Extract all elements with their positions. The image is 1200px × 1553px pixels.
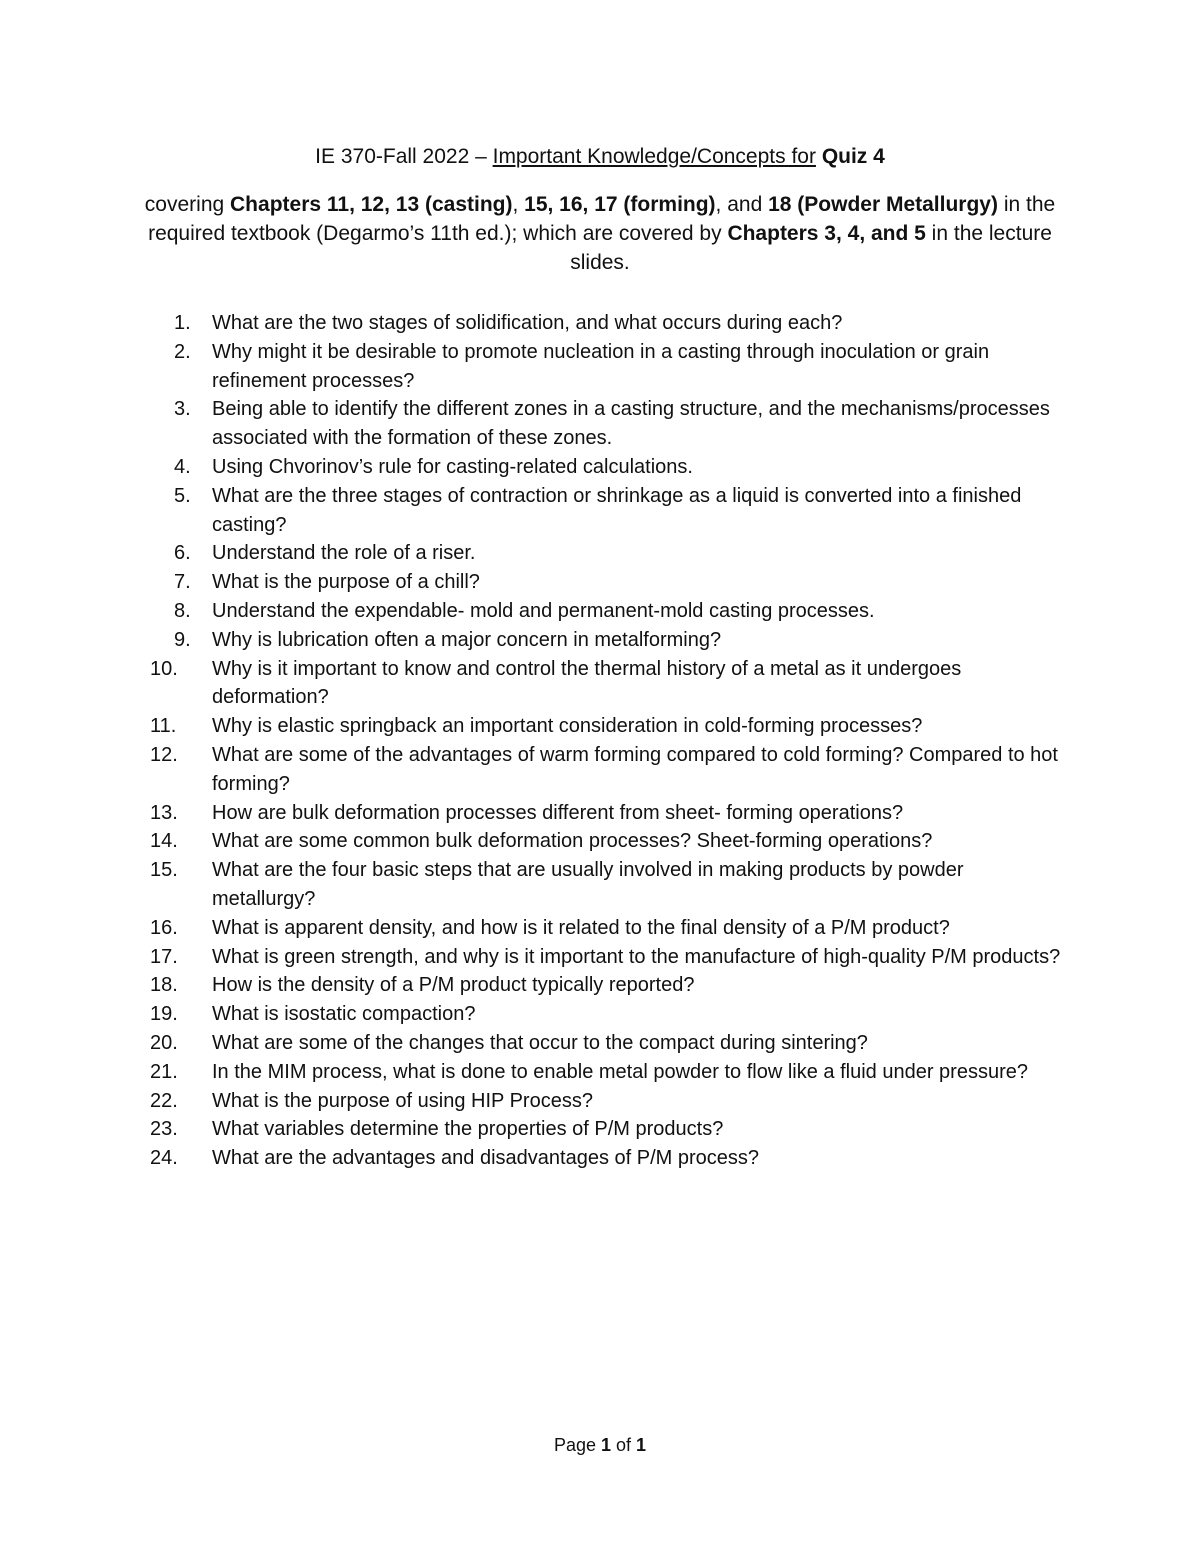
question-number: 4. <box>174 455 191 478</box>
question-text: What are the two stages of solidification, and what occurs during each? <box>212 312 843 334</box>
question-number: 14. <box>150 830 178 853</box>
question-number: 13. <box>150 801 178 824</box>
question-text: Understand the expendable- mold and permanent-mold casting processes. <box>212 599 875 622</box>
question-text: What is apparent density, and how is it related to the final density of a P/M product? <box>212 916 950 939</box>
question-text: Understand the role of a riser. <box>212 542 476 565</box>
page-title <box>0 142 1200 172</box>
intro-bold-slide-chapters: Chapters 3, 4, and 5 <box>727 222 926 245</box>
question-text: In the MIM process, what is done to enable metal powder to flow like a fluid under pressure? <box>212 1060 1028 1083</box>
question-item <box>150 712 1070 741</box>
question-number: 23. <box>150 1118 178 1141</box>
question-item <box>150 1115 1070 1144</box>
question-item <box>150 395 1070 453</box>
intro-text: , <box>512 193 525 216</box>
question-text: Using Chvorinov’s rule for casting-related calculations. <box>212 455 693 478</box>
page-footer <box>0 1432 1200 1458</box>
question-item <box>150 1144 1070 1173</box>
question-item <box>150 1000 1070 1029</box>
question-text: What is the purpose of using HIP Process? <box>212 1089 593 1112</box>
question-number: 2. <box>174 340 191 363</box>
question-item <box>150 568 1070 597</box>
intro-bold-powder-metallurgy: 18 (Powder Metallurgy) <box>768 193 998 216</box>
question-number: 21. <box>150 1060 178 1083</box>
question-text: Being able to identify the different zones in a casting structure, and the mechanisms/processes associated with the formation of these zones. <box>212 398 1050 450</box>
question-item <box>150 1029 1070 1058</box>
question-number: 12. <box>150 743 178 766</box>
question-item <box>150 539 1070 568</box>
question-text: What are the advantages and disadvantages of P/M process? <box>212 1147 760 1170</box>
question-item <box>150 1087 1070 1116</box>
question-number: 5. <box>174 484 191 507</box>
question-number: 11. <box>150 715 177 738</box>
footer-text: Page <box>553 1435 601 1455</box>
intro-text: , and <box>715 193 769 216</box>
question-item <box>150 309 1070 338</box>
footer-page-number: 1 <box>601 1435 612 1455</box>
question-text: How is the density of a P/M product typically reported? <box>212 974 695 997</box>
intro-text: in the lecture slides. <box>570 222 1052 274</box>
question-item <box>150 626 1070 655</box>
question-text: Why is lubrication often a major concern in metalforming? <box>212 628 722 651</box>
question-item <box>150 482 1070 540</box>
question-text: How are bulk deformation processes different from sheet- forming operations? <box>212 801 904 824</box>
question-text: What are the four basic steps that are usually involved in making products by powder metallurgy? <box>212 859 964 910</box>
question-text: Why might it be desirable to promote nucleation in a casting through inoculation or grain refinement processes? <box>212 340 990 392</box>
question-number: 9. <box>174 628 191 651</box>
question-text: What variables determine the properties of P/M products? <box>212 1118 724 1141</box>
question-list <box>150 309 1070 1173</box>
question-number: 15. <box>150 859 178 882</box>
question-text: What are some of the advantages of warm forming compared to cold forming? Compared to hot forming? <box>212 743 1058 795</box>
intro-bold-forming: 15, 16, 17 (forming) <box>524 193 716 216</box>
intro-text: in the required textbook (Degarmo’s 11th ed.); which are covered by <box>148 193 1056 245</box>
question-text: What are some common bulk deformation processes? Sheet-forming operations? <box>212 830 933 853</box>
question-text: What are the three stages of contraction or shrinkage as a liquid is converted into a finished casting? <box>212 484 1022 536</box>
question-number: 8. <box>174 599 191 622</box>
intro-bold-casting: Chapters 11, 12, 13 (casting) <box>230 193 513 216</box>
question-number: 22. <box>150 1089 178 1112</box>
question-item <box>150 741 1070 799</box>
question-number: 3. <box>174 398 191 421</box>
question-item <box>150 914 1070 943</box>
question-number: 20. <box>150 1031 178 1054</box>
question-item <box>150 971 1070 1000</box>
question-text: Why is elastic springback an important consideration in cold-forming processes? <box>212 715 923 738</box>
question-text: What are some of the changes that occur to the compact during sintering? <box>212 1031 868 1054</box>
title-quiz: Quiz 4 <box>821 145 885 168</box>
title-underlined: Important Knowledge/Concepts for <box>492 145 816 168</box>
question-number: 6. <box>174 542 191 565</box>
question-number: 16. <box>150 916 178 939</box>
question-item <box>150 453 1070 482</box>
question-text: Why is it important to know and control the thermal history of a metal as it undergoes deformation? <box>212 657 962 709</box>
question-item <box>150 943 1070 972</box>
question-item <box>150 799 1070 828</box>
question-number: 7. <box>174 571 191 594</box>
question-item <box>150 827 1070 856</box>
intro-text: covering <box>144 193 231 216</box>
question-item <box>150 856 1070 914</box>
question-number: 1. <box>174 312 191 334</box>
question-item <box>150 1058 1070 1087</box>
intro-paragraph <box>140 190 1060 277</box>
question-number: 24. <box>150 1147 178 1170</box>
question-item <box>150 338 1070 396</box>
footer-text: of <box>611 1435 637 1455</box>
title-prefix: IE 370-Fall 2022 – <box>315 145 493 168</box>
question-text: What is green strength, and why is it important to the manufacture of high-quality P/M products? <box>212 945 1061 968</box>
question-item <box>150 655 1070 713</box>
question-text: What is isostatic compaction? <box>212 1003 476 1026</box>
question-number: 17. <box>150 945 178 968</box>
footer-page-total: 1 <box>636 1435 647 1455</box>
question-number: 10. <box>150 657 178 680</box>
question-number: 19. <box>150 1003 178 1026</box>
question-text: What is the purpose of a chill? <box>212 571 480 594</box>
question-item <box>150 597 1070 626</box>
question-number: 18. <box>150 974 178 997</box>
